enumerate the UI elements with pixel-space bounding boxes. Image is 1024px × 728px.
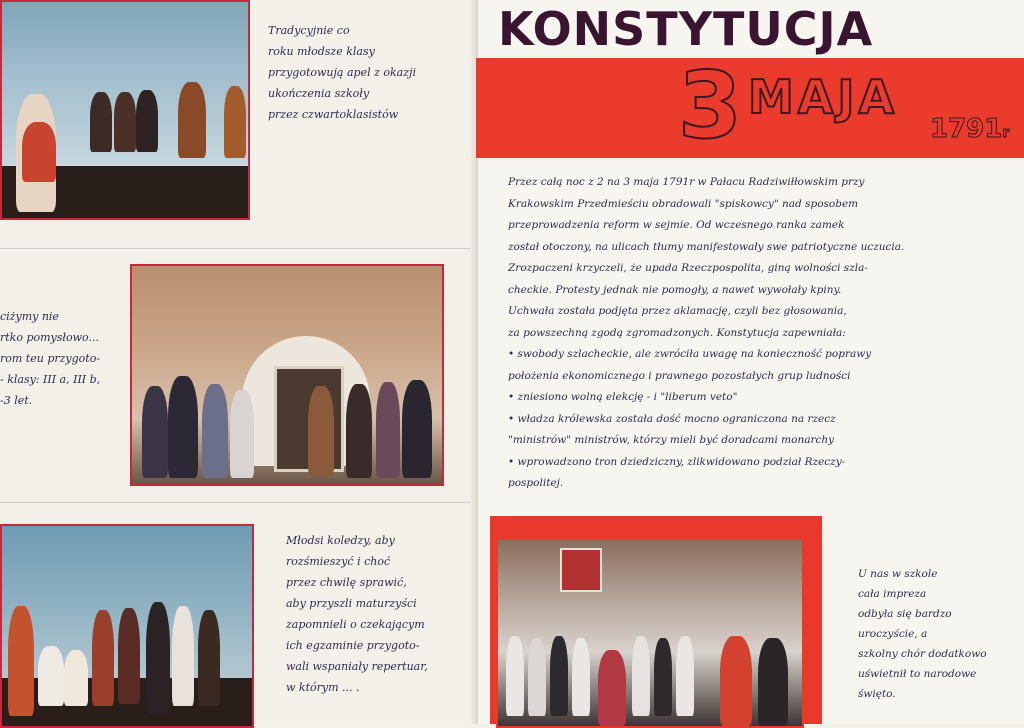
ruled-line [0, 502, 478, 503]
article-body: Przez całą noc z 2 na 3 maja 1791r w Pałacu Radziwiłłowskim przy Krakowskim Przedmieściu obradowali "spiskowcy" nad sposobem przeprowadzenia reform w sejmie. Od wczesnego ranka zamek został otoczony, na ulicach tłumy manifestowały swe patriotyczne uczucia. Zrozpaczeni krzyczeli, że upada Rzeczpospolita, giną wolności szla- checkie. Protesty jednak nie pomogły, a nawet wywołały kpiny. Uchwała została podjęta przez aklamację, czyli bez głosowania, za powszechną zgodą zgromadzonych. Konstytucja zapewniała: • swobody szlacheckie, ale zwróciła uwagę na konieczność poprawy położenia ekonomicznego i prawnego pozostałych grup ludności • zniesiono wolną elekcję - i "liberum veto" • władza królewska została dość mocno ograniczona na rzecz "ministrów" ministrów, którzy mieli być doradcami monarchy • wprowadzono tron dziedziczny, zlikwidowano podział Rzeczy- pospolitej. [508, 176, 905, 489]
title-number: 3 [678, 52, 743, 159]
title-year-number: 1791 [930, 114, 1003, 144]
eagle-emblem-icon [560, 548, 602, 592]
caption-middle-fragment: ciżymy nie rtko pomysłowo... rom teu przygoto- - klasy: III a, III b, -3 let. [0, 310, 101, 407]
title-konstytucja: KONSTYTUCJA [498, 2, 874, 56]
photo-hall-arch [130, 264, 444, 486]
ruled-line [0, 248, 478, 249]
photo-stage-performance [0, 0, 250, 220]
left-page [0, 0, 478, 724]
title-month: MAJA [748, 70, 899, 124]
photo-choir [496, 538, 804, 728]
title-year-suffix: r [1002, 125, 1010, 141]
photo-stage-group [0, 524, 254, 728]
caption-top: Tradycyjnie co roku młodsze klasy przygotowują apel z okazji ukończenia szkoły przez czwartoklasistów [268, 24, 416, 121]
title-year [930, 114, 1009, 144]
caption-right: U nas w szkole cała impreza odbyła się bardzo uroczyście, a szkolny chór dodatkowo uświetnił to narodowe święto. [858, 568, 987, 700]
caption-bottom: Młodsi koledzy, aby rozśmieszyć i choć przez chwilę sprawić, aby przyszli maturzyści zapomnieli o czekającym ich egzaminie przygoto- wali wspaniały repertuar, w którym ... . [286, 534, 428, 694]
